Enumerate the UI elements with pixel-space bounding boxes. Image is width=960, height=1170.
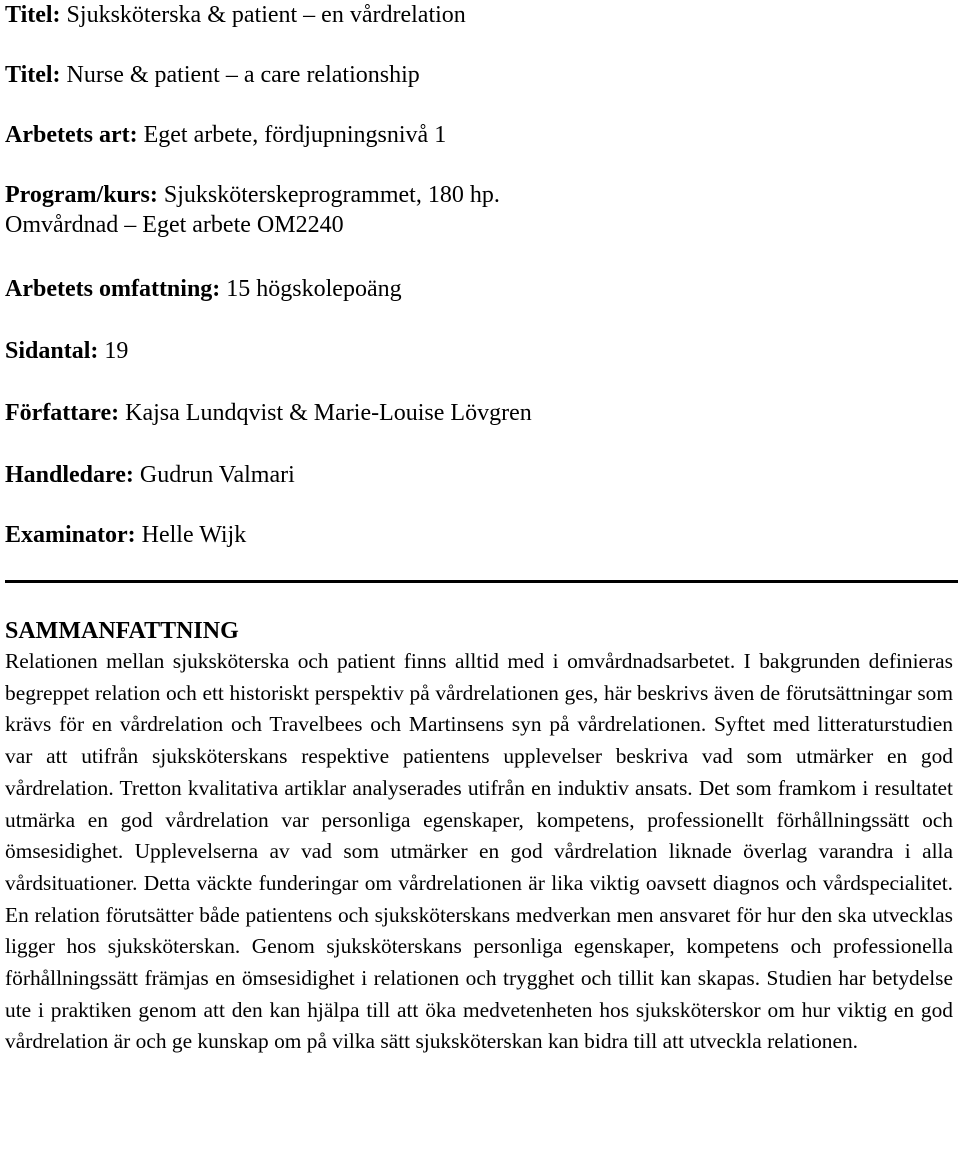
field-label: Sidantal: — [5, 338, 99, 364]
field-title-swedish — [5, 0, 466, 30]
field-label: Examinator: — [5, 522, 136, 548]
field-authors — [5, 398, 532, 428]
field-title-english — [5, 60, 420, 90]
field-supervisor — [5, 460, 295, 490]
field-label: Arbetets art: — [5, 122, 138, 148]
field-value: Kajsa Lundqvist & Marie-Louise Lövgren — [125, 400, 532, 426]
field-value: 15 högskolepoäng — [226, 276, 402, 302]
field-work-type — [5, 120, 446, 150]
field-program-course — [5, 180, 500, 240]
field-label: Titel: — [5, 2, 61, 28]
field-label: Författare: — [5, 400, 120, 426]
abstract-text: Relationen mellan sjuksköterska och patient finns alltid med i omvårdnadsarbetet. I bakgrunden definieras begreppet relation och ett historiskt perspektiv på vårdrelationen ges, här beskrivs även de förutsättningar som krävs för en vårdrelation och Travelbees och Martinsens syn på vårdrelationen. Syftet med litteraturstudien var att utifrån sjuksköterskans respektive patientens upplevelser beskriva vad som utmärker en god vårdrelation. Tretton kvalitativa artiklar analyserades utifrån en induktiv ansats. Det som framkom i resultatet utmärka en god vårdrelation var personliga egenskaper, kompetens, professionellt förhållningssätt och ömsesidighet. Upplevelserna av vad som utmärker en god vårdrelation liknade överlag varandra i alla vårdsituationer. Detta väckte funderingar om vårdrelationen är lika viktig oavsett diagnos och vårdspecialitet. En relation förutsätter både patientens och sjuksköterskans medverkan men ansvaret för hur den ska utvecklas ligger hos sjuksköterskan. Genom sjuksköterskans personliga egenskaper, kompetens och professionella förhållningssätt främjas en ömsesidighet i relationen och trygghet och tillit kan skapas. Studien har betydelse ute i praktiken genom att den kan hjälpa till att öka medvetenheten hos sjuksköterskor om hur viktig en god vårdrelation är och ge kunskap om på vilka sätt sjuksköterskan kan bidra till att utveckla relationen. — [5, 649, 953, 1054]
field-value: Sjuksköterskeprogrammet, 180 hp. — [163, 182, 500, 208]
field-scope — [5, 274, 402, 304]
field-value: Nurse & patient – a care relationship — [66, 62, 420, 88]
abstract-heading: SAMMANFATTNING — [5, 618, 239, 644]
field-examiner — [5, 520, 246, 550]
field-label: Arbetets omfattning: — [5, 276, 221, 302]
field-label: Handledare: — [5, 462, 134, 488]
field-label: Program/kurs: — [5, 182, 158, 208]
field-value: Gudrun Valmari — [139, 462, 295, 488]
field-label: Titel: — [5, 62, 61, 88]
field-value: 19 — [104, 338, 129, 364]
field-page-count — [5, 336, 128, 366]
section-divider — [5, 580, 958, 583]
field-value: Helle Wijk — [141, 522, 247, 548]
field-value: Sjuksköterska & patient – en vårdrelation — [66, 2, 466, 28]
field-value-continuation: Omvårdnad – Eget arbete OM2240 — [5, 212, 344, 238]
field-value: Eget arbete, fördjupningsnivå 1 — [143, 122, 447, 148]
